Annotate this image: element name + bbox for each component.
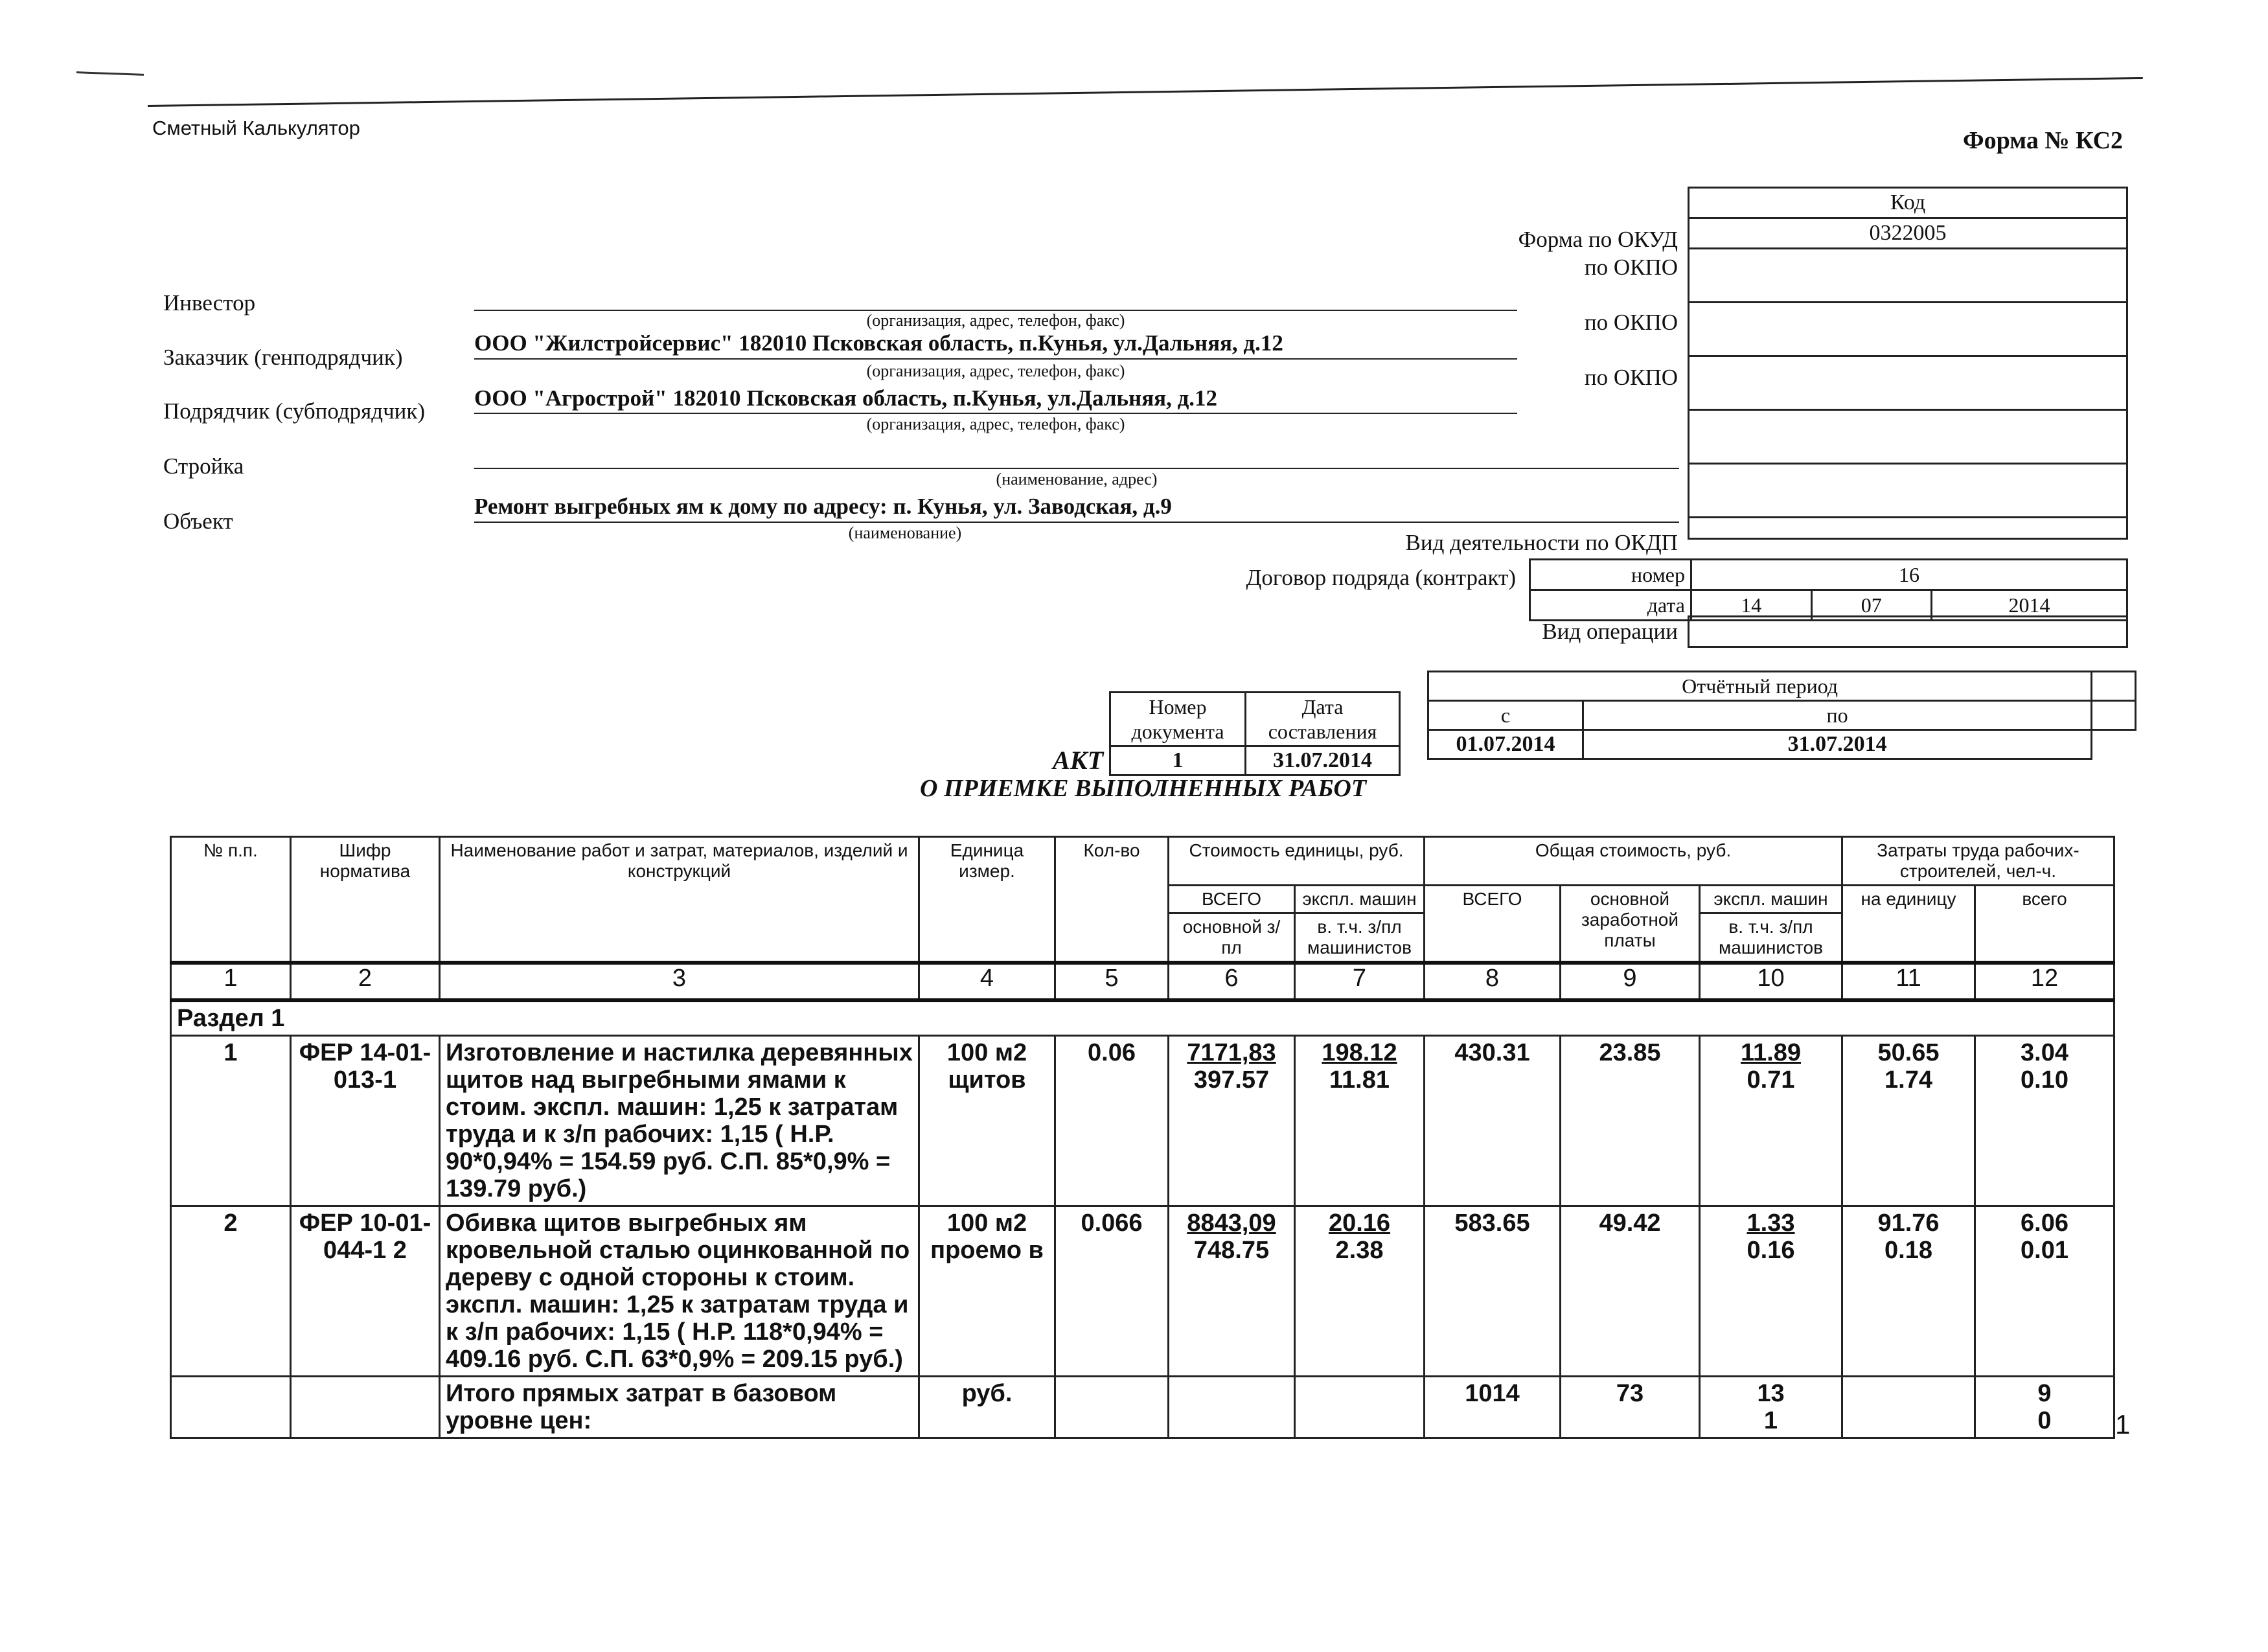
section-title: Раздел 1 xyxy=(171,1000,2114,1036)
row-labor-total-b: 0.01 xyxy=(2021,1237,2068,1264)
period-extra-1 xyxy=(2092,672,2136,701)
column-number: 5 xyxy=(1055,963,1169,1000)
total-labor-b: 0 xyxy=(2037,1407,2052,1434)
okud-label: Форма по ОКУД xyxy=(1518,227,1678,252)
contractor-value[interactable]: ООО "Агрострой" 182010 Псковская область, п.Кунья, ул.Дальняя, д.12 xyxy=(474,385,1218,411)
investor-label: Инвестор xyxy=(163,290,256,315)
row-total-machine: 11.89 xyxy=(1741,1039,1801,1066)
operation-table xyxy=(1688,615,2128,648)
period-to-label: по xyxy=(1583,701,2092,730)
column-number: 3 xyxy=(440,963,919,1000)
contractor-hint: (организация, адрес, телефон, факс) xyxy=(866,415,1125,433)
codes-header: Код xyxy=(1689,188,2127,218)
okdp-label: Вид деятельности по ОКДП xyxy=(1405,530,1678,555)
header-qty: Кол-во xyxy=(1055,837,1169,963)
period-empty xyxy=(2092,730,2136,759)
header-total-all: ВСЕГО xyxy=(1425,886,1561,963)
header-unit: Единица измер. xyxy=(919,837,1055,963)
table-row xyxy=(171,1036,2114,1206)
row-total-machine-cell xyxy=(1700,1036,1842,1206)
column-number: 11 xyxy=(1842,963,1975,1000)
row-total-basic: 49.42 xyxy=(1561,1206,1700,1377)
customer-rule xyxy=(474,358,1517,360)
row-unit: 100 м2 щитов xyxy=(919,1036,1055,1206)
header-total-cost: Общая стоимость, руб. xyxy=(1425,837,1842,886)
okpo-label-1: по ОКПО xyxy=(1584,255,1678,280)
contract-number-label: номер xyxy=(1530,560,1691,590)
header-total-machine-wage: в. т.ч. з/пл машинистов xyxy=(1700,913,1842,963)
contract-day: 14 xyxy=(1691,590,1812,621)
column-number: 4 xyxy=(919,963,1055,1000)
header-unit-cost: Стоимость единицы, руб. xyxy=(1169,837,1425,886)
header-code: Шифр норматива xyxy=(291,837,440,963)
object-value[interactable]: Ремонт выгребных ям к дому по адресу: п. Кунья, ул. Заводская, д.9 xyxy=(474,494,1172,519)
total-empty-labor-unit xyxy=(1842,1377,1975,1438)
total-empty-qty xyxy=(1055,1377,1169,1438)
row-name: Обивка щитов выгребных ям кровельной сталью оцинкованной по дереву с одной стороны к стоим. экспл. машин: 1,25 к затратам труда и к з/п рабочих: 1,15 ( Н.Р. 118*0,94% = 409.16 руб. С.П. 63*0,9% = 209.15 руб.) xyxy=(440,1206,919,1377)
period-to: 31.07.2014 xyxy=(1583,730,2092,759)
customer-hint: (организация, адрес, телефон, факс) xyxy=(866,361,1125,380)
contract-date-label: дата xyxy=(1530,590,1691,621)
row-unit-machine-wage: 11.81 xyxy=(1329,1066,1390,1094)
header-labor: Затраты труда рабочих-строителей, чел-ч. xyxy=(1842,837,2114,886)
act-title: О ПРИЕМКЕ ВЫПОЛНЕННЫХ РАБОТ xyxy=(920,775,1367,802)
row-unit-cost xyxy=(1169,1036,1295,1206)
row-total-machine-wage: 0.16 xyxy=(1747,1237,1795,1264)
okpo-label-3: по ОКПО xyxy=(1584,365,1678,390)
app-name: Сметный Калькулятор xyxy=(152,117,360,139)
row-labor-unit-a: 50.65 xyxy=(1877,1039,1940,1066)
row-total-machine-cell xyxy=(1700,1206,1842,1377)
row-unit-machine-cell xyxy=(1295,1036,1425,1206)
header-name: Наименование работ и затрат, материалов, изделий и конструкций xyxy=(440,837,919,963)
column-number: 9 xyxy=(1561,963,1700,1000)
row-total-machine-wage: 0.71 xyxy=(1747,1066,1795,1094)
total-unit: руб. xyxy=(919,1377,1055,1438)
extra-code-2[interactable] xyxy=(1689,464,2127,518)
column-number: 2 xyxy=(291,963,440,1000)
total-machine-cell xyxy=(1700,1377,1842,1438)
row-labor-total-b: 0.10 xyxy=(2021,1066,2068,1094)
operation-label: Вид операции xyxy=(1542,619,1678,644)
total-labor-a: 9 xyxy=(2037,1380,2052,1407)
row-unit-total: 8843,09 xyxy=(1187,1210,1276,1237)
total-labor-cell xyxy=(1975,1377,2114,1438)
row-unit-basic: 397.57 xyxy=(1193,1066,1270,1094)
investor-hint: (организация, адрес, телефон, факс) xyxy=(866,311,1125,330)
row-unit-machine: 198.12 xyxy=(1322,1039,1397,1066)
okud-value: 0322005 xyxy=(1689,218,2127,249)
row-unit-machine: 20.16 xyxy=(1328,1210,1391,1237)
column-number: 12 xyxy=(1975,963,2114,1000)
row-total-basic: 23.85 xyxy=(1561,1036,1700,1206)
total-machine-a: 13 xyxy=(1757,1380,1785,1407)
object-label: Объект xyxy=(163,509,233,534)
row-unit-machine-cell xyxy=(1295,1206,1425,1377)
object-hint: (наименование) xyxy=(848,523,962,542)
document-number: 1 xyxy=(1110,746,1246,775)
works-table xyxy=(170,836,2115,1439)
header-num: № п.п. xyxy=(171,837,291,963)
operation-value[interactable] xyxy=(1689,617,2127,647)
row-labor-total xyxy=(1975,1206,2114,1377)
customer-label: Заказчик (генподрядчик) xyxy=(163,345,403,370)
column-number: 1 xyxy=(171,963,291,1000)
contract-table xyxy=(1529,558,2128,621)
row-code: ФЕР 14-01-013-1 xyxy=(291,1036,440,1206)
total-empty-unit-machine xyxy=(1295,1377,1425,1438)
header-unit-machine: экспл. машин xyxy=(1295,886,1425,913)
header-unit-basic: основной з/пл xyxy=(1169,913,1295,963)
okdp-value[interactable] xyxy=(1689,518,2127,539)
contract-label: Договор подряда (контракт) xyxy=(1246,565,1516,590)
header-unit-machine-wage: в. т.ч. з/пл машинистов xyxy=(1295,913,1425,963)
period-from-label: с xyxy=(1428,701,1583,730)
row-labor-unit xyxy=(1842,1036,1975,1206)
row-labor-unit xyxy=(1842,1206,1975,1377)
contractor-label: Подрядчик (субподрядчик) xyxy=(163,398,426,424)
header-labor-total: всего xyxy=(1975,886,2114,963)
page-number: 1 xyxy=(2115,1409,2131,1440)
contract-number: 16 xyxy=(1691,560,2127,590)
row-unit-cost xyxy=(1169,1206,1295,1377)
customer-value[interactable]: ООО "Жилстройсервис" 182010 Псковская область, п.Кунья, ул.Дальняя, д.12 xyxy=(474,330,1283,356)
scan-mark xyxy=(76,71,144,76)
total-machine-b: 1 xyxy=(1763,1407,1778,1434)
total-empty-code xyxy=(291,1377,440,1438)
total-empty-num xyxy=(171,1377,291,1438)
act-word: АКТ xyxy=(1053,746,1104,775)
row-total-all: 583.65 xyxy=(1425,1206,1561,1377)
row-unit-total: 7171,83 xyxy=(1187,1039,1276,1066)
row-labor-unit-b: 1.74 xyxy=(1884,1066,1932,1094)
column-number: 10 xyxy=(1700,963,1842,1000)
row-unit: 100 м2 проемо в xyxy=(919,1206,1055,1377)
site-rule xyxy=(474,468,1679,469)
extra-code-1[interactable] xyxy=(1689,410,2127,464)
row-labor-unit-a: 91.76 xyxy=(1877,1210,1940,1237)
period-table xyxy=(1427,671,2136,760)
row-unit-machine-wage: 2.38 xyxy=(1335,1237,1384,1264)
form-title: Форма № КС2 xyxy=(1963,127,2124,154)
header-rule xyxy=(148,77,2143,107)
row-labor-total xyxy=(1975,1036,2114,1206)
header-total-basic: основной заработной платы xyxy=(1561,886,1700,963)
row-name: Изготовление и настилка деревянных щитов над выгребными ямами к стоим. экспл. машин: 1,25 к затратам труда и к з/п рабочих: 1,15 ( Н.Р. 90*0,94% = 154.59 руб. С.П. 85*0,9% = 139.79 руб.) xyxy=(440,1036,919,1206)
row-labor-unit-b: 0.18 xyxy=(1884,1237,1932,1264)
column-number: 8 xyxy=(1425,963,1561,1000)
row-num: 1 xyxy=(171,1036,291,1206)
row-labor-total-a: 3.04 xyxy=(2021,1039,2068,1066)
row-total-all: 430.31 xyxy=(1425,1036,1561,1206)
column-number: 6 xyxy=(1169,963,1295,1000)
total-all: 1014 xyxy=(1425,1377,1561,1438)
document-number-header: Номер документа xyxy=(1110,693,1246,746)
row-qty: 0.06 xyxy=(1055,1036,1169,1206)
column-number: 7 xyxy=(1295,963,1425,1000)
site-hint: (наименование, адрес) xyxy=(996,470,1158,488)
total-basic: 73 xyxy=(1561,1377,1700,1438)
object-rule xyxy=(474,522,1679,523)
header-total-machine: экспл. машин xyxy=(1700,886,1842,913)
row-total-machine: 1.33 xyxy=(1747,1210,1795,1237)
contractor-rule xyxy=(474,413,1517,414)
site-label: Стройка xyxy=(163,453,244,479)
document-date-header: Дата составления xyxy=(1246,693,1400,746)
row-labor-total-a: 6.06 xyxy=(2021,1210,2068,1237)
header-unit-total: ВСЕГО xyxy=(1169,886,1295,913)
codes-table xyxy=(1688,187,2128,540)
total-row xyxy=(171,1377,2114,1438)
contract-year: 2014 xyxy=(1932,590,2127,621)
okpo-value-3[interactable] xyxy=(1689,356,2127,410)
document-table xyxy=(1109,691,1401,776)
row-num: 2 xyxy=(171,1206,291,1377)
header-labor-unit: на единицу xyxy=(1842,886,1975,963)
total-name: Итого прямых затрат в базовом уровне цен: xyxy=(440,1377,919,1438)
okpo-label-2: по ОКПО xyxy=(1584,310,1678,335)
total-empty-unit-cost xyxy=(1169,1377,1295,1438)
okpo-value-2[interactable] xyxy=(1689,303,2127,356)
row-unit-basic: 748.75 xyxy=(1193,1237,1270,1264)
table-row xyxy=(171,1206,2114,1377)
period-header: Отчётный период xyxy=(1428,672,2092,701)
period-from: 01.07.2014 xyxy=(1428,730,1583,759)
row-qty: 0.066 xyxy=(1055,1206,1169,1377)
document-date: 31.07.2014 xyxy=(1246,746,1400,775)
row-code: ФЕР 10-01-044-1 2 xyxy=(291,1206,440,1377)
okpo-value-1[interactable] xyxy=(1689,249,2127,303)
period-extra-2 xyxy=(2092,701,2136,730)
contract-month: 07 xyxy=(1811,590,1932,621)
